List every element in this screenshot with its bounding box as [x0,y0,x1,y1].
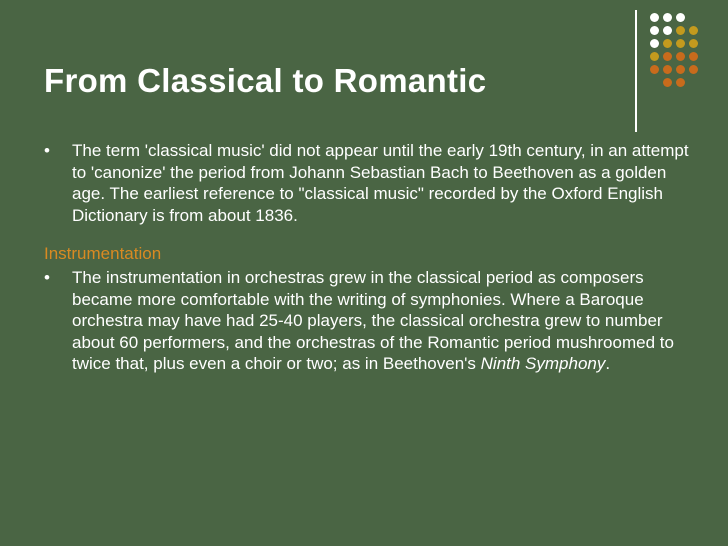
bullet-icon: • [44,268,50,287]
decorative-dot [663,78,672,87]
bullet-text-1: The term 'classical music' did not appear until the early 19th century, in an attempt to 'canonize' the period from Johann Sebastian Bach to Beethoven as a golden age. The earliest reference to "classical music" recorded by the Oxford English Dictionary is from about 1836. [72,141,689,225]
decorative-vertical-line [635,10,637,132]
decorative-dot [676,65,685,74]
decorative-dot [650,13,659,22]
section-heading-instrumentation: Instrumentation [44,244,162,263]
bullet-item-1 [44,140,704,226]
decorative-dot [689,65,698,74]
decorative-dot [676,78,685,87]
decorative-dot [650,65,659,74]
decorative-dot [663,13,672,22]
decorative-dot [676,13,685,22]
slide-body [44,140,704,375]
decorative-dot [663,39,672,48]
decorative-dot [650,39,659,48]
decorative-dot [663,65,672,74]
bullet-text-2-part1: The instrumentation in orchestras grew in the classical period as composers became more comfortable with the writing of symphonies. Where a Baroque orchestra may have had 25-40 players, the classical orchestra grew to number about 60 performers, and the orchestras of the Romantic period mushroomed to twice that, plus even a choir or two; as in Beethoven's [72,268,674,373]
bullet-icon: • [44,141,50,160]
decorative-dot [663,26,672,35]
decorative-dot [650,52,659,61]
decorative-dot [689,52,698,61]
decorative-dot [676,26,685,35]
decorative-dot [650,26,659,35]
bullet-text-2-end: . [605,354,611,373]
bullet-text-2 [72,267,704,375]
decorative-dot [676,52,685,61]
symphony-title-italic: Ninth Symphony [480,354,606,373]
bullet-item-2 [44,267,704,375]
decorative-dot [689,26,698,35]
decorative-dot [663,52,672,61]
decorative-dot [676,39,685,48]
slide-title: From Classical to Romantic [44,62,487,99]
decorative-dot [689,39,698,48]
